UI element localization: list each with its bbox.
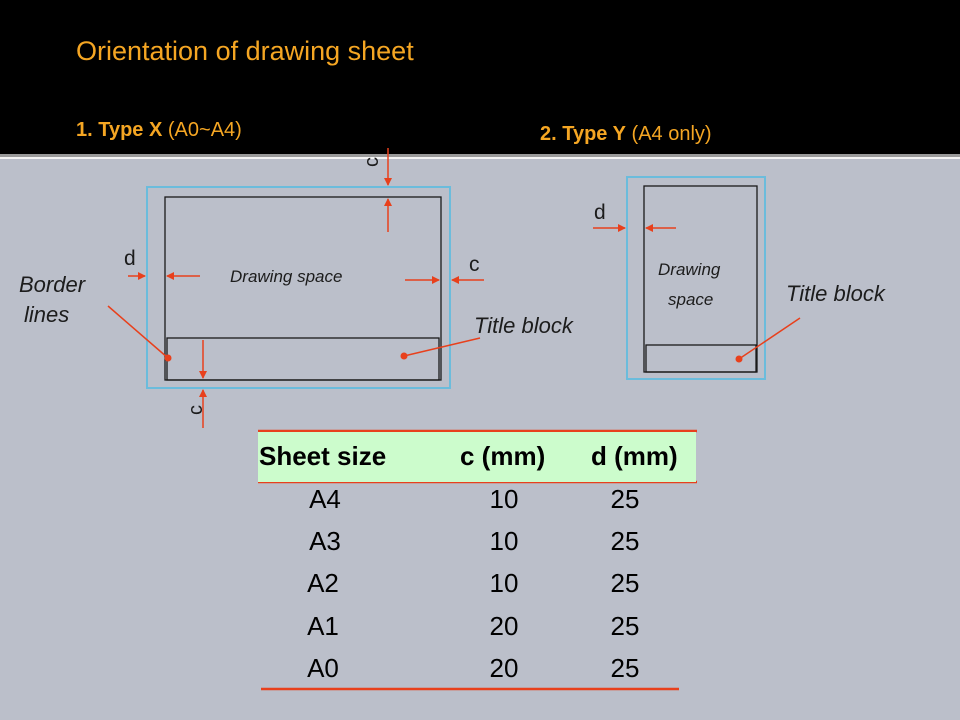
type-y-drawing-space-label-line1: Drawing [658,260,721,279]
slide-title: Orientation of drawing sheet [76,36,414,66]
type-x-title-block [167,338,439,380]
type-y-heading-number: 2. Type Y [540,123,626,145]
type-x-heading-number: 1. Type X [76,119,163,141]
border-lines-pointer [108,306,168,358]
border-lines-label-line2: lines [24,302,70,327]
table-cell-d: 25 [610,484,640,514]
type-y-heading-range: (A4 only) [631,123,712,145]
type-x-label-c-top: c [361,157,383,167]
table-cell-size: A0 [307,653,339,683]
border-lines-pointer-dot [165,355,172,362]
type-y-drawing-space-label-line2: space [668,290,714,309]
table-cell-size: A1 [307,611,339,641]
table-cell-size: A2 [307,568,339,598]
type-x-label-d: d [124,247,136,270]
table-cell-d: 25 [610,611,640,641]
type-x-title-block-pointer-dot [401,353,408,360]
table-cell-d: 25 [610,526,640,556]
type-x-drawing-space-label: Drawing space [230,267,343,286]
type-x-label-c-right: c [469,253,480,276]
type-y-title-block-pointer-dot [736,356,743,363]
type-y-title-block-label: Title block [786,281,885,306]
table-cell-c: 10 [489,484,519,514]
table-header-d: d (mm) [591,441,678,471]
table-cell-c: 20 [489,653,519,683]
table-cell-c: 10 [489,526,519,556]
table-header-sheet-size: Sheet size [259,441,387,471]
table-cell-size: A4 [309,484,341,514]
type-y-title-block-pointer [739,318,800,359]
table-cell-size: A3 [309,526,341,556]
type-x-border-frame [165,197,441,380]
type-x-heading-range: (A0~A4) [167,119,242,141]
table-header-c: c (mm) [460,441,546,471]
border-lines-label-line1: Border [19,272,86,297]
type-y-label-d: d [594,201,606,224]
type-x-title-block-label: Title block [474,313,573,338]
table-cell-c: 20 [489,611,519,641]
type-x-label-c-bottom: c [185,405,207,415]
type-x-title-block-pointer [404,338,480,356]
table-cell-d: 25 [610,653,640,683]
table-cell-c: 10 [489,568,519,598]
table-cell-d: 25 [610,568,640,598]
